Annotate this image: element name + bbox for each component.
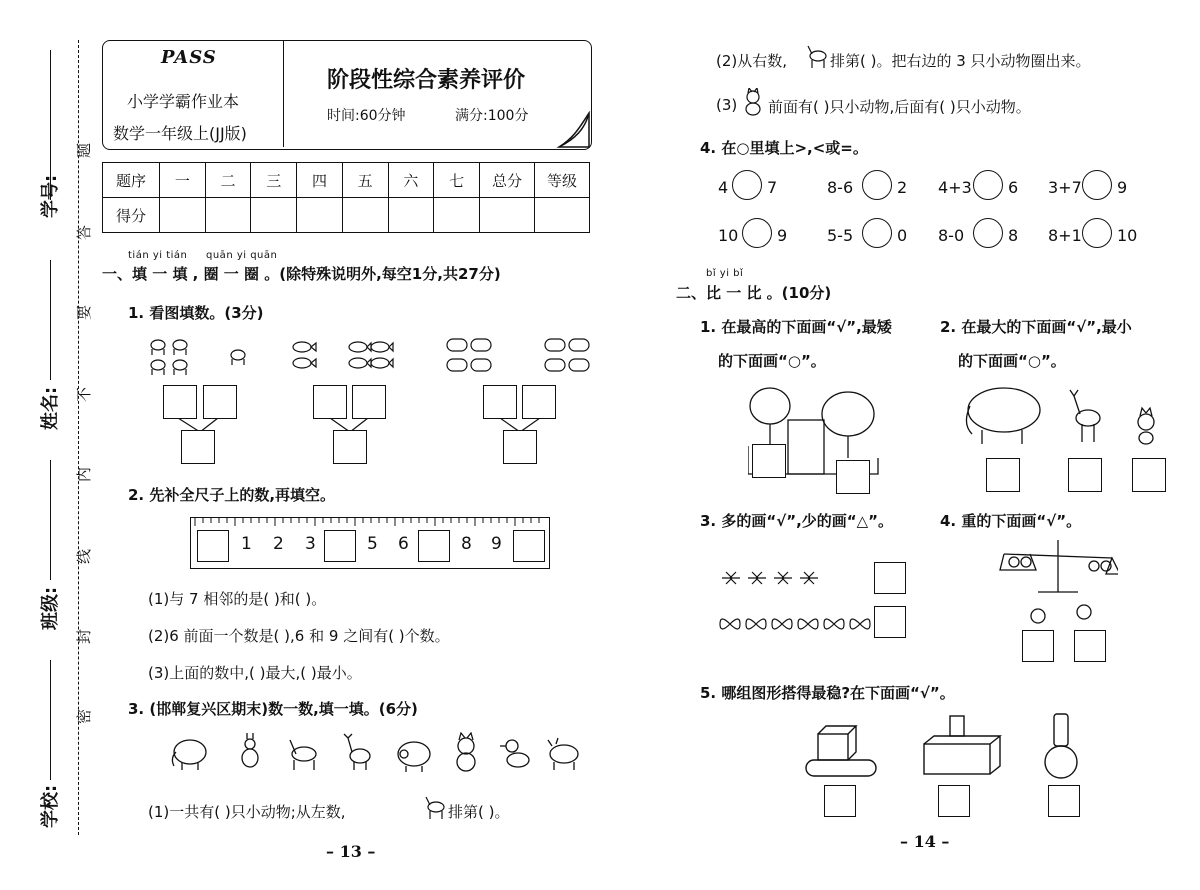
question-1-3: 3. (邯郸复兴区期末)数一数,填一填。(6分)	[128, 700, 418, 718]
compare-circle[interactable]	[973, 170, 1003, 200]
answer-box[interactable]	[1132, 458, 1166, 492]
horse-group-icon	[146, 335, 256, 381]
duck-icon	[500, 740, 529, 767]
question-3-2b: 排第( )。把右边的 3 只小动物圈出来。	[830, 52, 1091, 70]
question-3-3a: (3)	[716, 96, 738, 114]
question-2-3: (3)上面的数中,( )最大,( )最小。	[148, 664, 362, 682]
cat-icon	[740, 88, 766, 116]
answer-box[interactable]	[163, 385, 197, 419]
ruler-ticks	[191, 518, 547, 530]
cat-icon	[457, 733, 475, 771]
butterfly-row-icon	[718, 612, 874, 636]
compare-circle[interactable]	[1082, 170, 1112, 200]
answer-box[interactable]	[1068, 458, 1102, 492]
compare-circle[interactable]	[1082, 218, 1112, 248]
compare-circle[interactable]	[862, 218, 892, 248]
horse-icon	[804, 42, 830, 72]
answer-box[interactable]	[352, 385, 386, 419]
compare-circle[interactable]	[973, 218, 1003, 248]
ruler-blank-box[interactable]	[418, 530, 450, 562]
answer-box[interactable]	[522, 385, 556, 419]
compare-circle[interactable]	[862, 170, 892, 200]
question-1-1: 1. 看图填数。(3分)	[128, 304, 264, 322]
margin-student-id: 学号:	[32, 50, 62, 230]
ruler-blank-box[interactable]	[513, 530, 545, 562]
question-2-4: 4. 重的下面画“√”。	[940, 512, 1082, 530]
book-title: 小学学霸作业本	[127, 92, 240, 111]
page-curl-icon	[551, 111, 591, 149]
animals-row	[168, 732, 588, 774]
stacked-shapes-icon	[800, 710, 1100, 780]
ruler-blank-box[interactable]	[197, 530, 229, 562]
question-2-1-b: 的下面画“○”。	[718, 352, 826, 370]
page-number-14: – 14 –	[900, 832, 950, 851]
compare-circle[interactable]	[732, 170, 762, 200]
cat-group-icon	[445, 335, 595, 381]
answer-box[interactable]	[333, 430, 367, 464]
question-2-2: (2)6 前面一个数是( ),6 和 9 之间有( )个数。	[148, 627, 450, 645]
answer-box[interactable]	[203, 385, 237, 419]
question-1-2: 2. 先补全尺子上的数,再填空。	[128, 486, 336, 504]
question-2-1: (1)与 7 相邻的是( )和( )。	[148, 590, 327, 608]
question-2-5: 5. 哪组图形搭得最稳?在下面画“√”。	[700, 684, 955, 702]
question-3-3b: 前面有( )只小动物,后面有( )只小动物。	[768, 98, 1031, 116]
answer-box[interactable]	[503, 430, 537, 464]
ruler: 1 2 3 5 6 8 9	[190, 517, 550, 569]
question-3-2a: (2)从右数,	[716, 52, 788, 70]
elephant-deer-cat-icon	[960, 382, 1170, 448]
exam-time: 时间:60分钟	[327, 108, 406, 124]
margin-name: 姓名:	[32, 260, 62, 440]
question-2-1-a: 1. 在最高的下面画“√”,最矮	[700, 318, 892, 336]
answer-box[interactable]	[824, 785, 856, 817]
horse-icon	[422, 795, 448, 821]
deer-icon	[344, 734, 370, 770]
section-2-title: 二、比 一 比 。(10分)	[676, 284, 832, 302]
horse-icon	[290, 740, 316, 770]
cow-icon	[548, 738, 578, 770]
compare-circle[interactable]	[742, 218, 772, 248]
question-3-1b: 排第( )。	[448, 803, 510, 821]
answer-box[interactable]	[836, 460, 870, 494]
exam-title: 阶段性综合素养评价	[327, 67, 526, 93]
answer-box[interactable]	[181, 430, 215, 464]
exam-full-score: 满分:100分	[455, 108, 529, 124]
sec1-pinyin-2: quān yi quān	[206, 250, 278, 261]
exam-header	[102, 40, 592, 150]
margin-class: 班级:	[32, 460, 62, 640]
answer-box[interactable]	[1022, 630, 1054, 662]
rabbit-icon	[242, 733, 258, 767]
dragonfly-row-icon	[718, 568, 828, 588]
question-1-4: 4. 在○里填上>,<或=。	[700, 139, 868, 157]
section-1-title: 一、填 一 填 , 圈 一 圈 。(除特殊说明外,每空1分,共27分)	[102, 265, 501, 283]
page-number-13: – 13 –	[326, 842, 376, 861]
answer-box[interactable]	[874, 606, 906, 638]
answer-box[interactable]	[986, 458, 1020, 492]
pass-logo: PASS	[161, 47, 217, 68]
ruler-blank-box[interactable]	[324, 530, 356, 562]
pig-icon	[398, 742, 430, 772]
balance-scale-icon	[998, 534, 1118, 634]
margin-school: 学校:	[32, 660, 62, 840]
answer-box[interactable]	[874, 562, 906, 594]
answer-box[interactable]	[313, 385, 347, 419]
answer-box[interactable]	[752, 444, 786, 478]
answer-box[interactable]	[1048, 785, 1080, 817]
sec1-pinyin-1: tián yi tián	[128, 250, 188, 261]
question-3-1a: (1)一共有( )只小动物;从左数,	[148, 803, 346, 821]
question-2-3: 3. 多的画“√”,少的画“△”。	[700, 512, 894, 530]
answer-box[interactable]	[483, 385, 517, 419]
question-2-2-b: 的下面画“○”。	[958, 352, 1066, 370]
answer-box[interactable]	[938, 785, 970, 817]
score-table: 题序 一 二 三 四 五 六 七 总分 等级 得分	[102, 162, 590, 233]
sec2-pinyin: bǐ yi bǐ	[706, 268, 744, 279]
question-2-2-a: 2. 在最大的下面画“√”,最小	[940, 318, 1132, 336]
answer-box[interactable]	[1074, 630, 1106, 662]
elephant-icon	[172, 740, 206, 770]
fish-group-icon	[288, 335, 403, 381]
book-subtitle: 数学一年级上(JJ版)	[113, 124, 247, 143]
